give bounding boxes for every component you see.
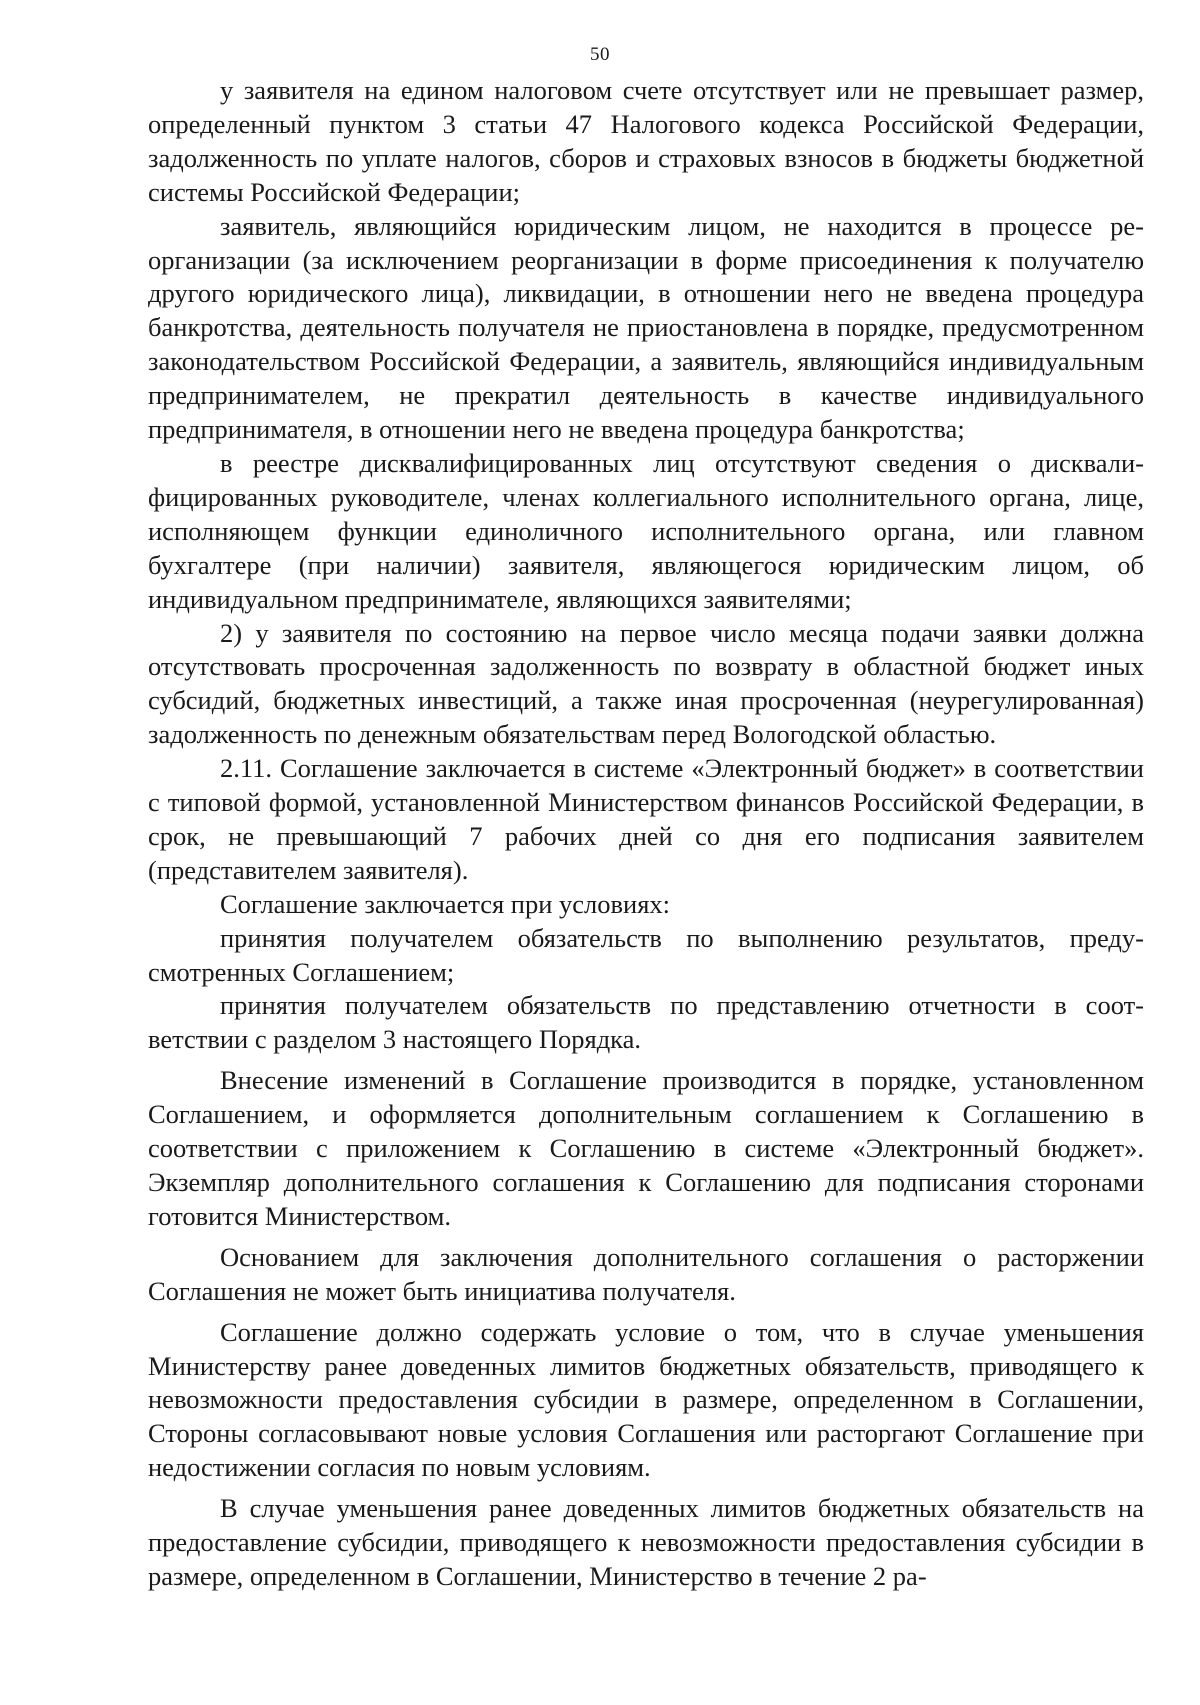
paragraph-agreement-conditions: Соглашение заключается при условиях:: [220, 888, 671, 919]
paragraph-disqualified-persons: в реестре дисквалифицированных лиц отсутствуют сведения о дисквалифицированных руководителе, членах коллегиального исполнительного органа, лице, исполняющем функции единоличного исполнительного органа, или главном бухгалтере (при наличии) заявителя, являющегося юридическим лицом, об индивидуальном предпринимателе, являющихся заявителями;: [148, 447, 1144, 614]
paragraph-termination-basis: Основанием для заключения дополнительного соглашения о расторжении Соглашения не может быть инициатива получателя.: [148, 1241, 1144, 1306]
paragraph-agreement-2-11: 2.11. Соглашение заключается в системе «Электронный бюджет» в соответствии с типовой формой, установленной Министерством финансов Российской Федерации, в срок, не превышающий 7 рабочих дней со дня его подписания заявителем (представителем заявителя).: [148, 753, 1144, 885]
paragraph-tax-debt: у заявителя на едином налоговом счете отсутствует или не превышает размер, определенный пунктом 3 статьи 47 Налогового кодекса Российской Федерации, задолженность по уплате налогов, сборов и страховых взносов в бюджеты бюджетной системы Российской Федерации;: [148, 75, 1144, 207]
paragraph-overdue-debt: 2) у заявителя по состоянию на первое число месяца подачи заявки должна отсутствовать просроченная задолженность по возврату в областной бюджет иных субсидий, бюджетных инвестиций, а также иная просроченная (неурегулированная) задолженность по денежным обязательствам перед Вологодской областью.: [148, 617, 1144, 750]
paragraph-limits-condition: Соглашение должно содержать условие о том, что в случае уменьшения Министерству ранее доведенных лимитов бюджетных обязательств, приводящего к невозможности предоставления субсидии в размере, определенном в Соглашении, Стороны согласовывают новые условия Соглашения или расторгают Соглашение при недостижении согласия по новым условиям.: [148, 1316, 1144, 1483]
document-body: [148, 74, 1144, 1594]
paragraph-limits-reduction: В случае уменьшения ранее доведенных лимитов бюджетных обязательств на предоставление субсидии, приводящего к невозможности предоставления субсидии в размере, определенном в Соглашении, Министерство в течение 2 ра-: [148, 1493, 1144, 1591]
paragraph-amendments: Внесение изменений в Соглашение производится в порядке, установленном Соглашением, и оформляется дополнительным соглашением к Соглашению в соответствии с приложением к Соглашению в системе «Электронный бюджет». Экземпляр дополнительного соглашения к Соглашению для подписания сторонами готовится Министерством.: [148, 1065, 1144, 1231]
page-number: 50: [590, 44, 610, 65]
paragraph-condition-reporting: принятия получателем обязательств по представлению отчетности в соответствии с разделом 3 настоящего Порядка.: [148, 990, 1144, 1055]
paragraph-condition-results: принятия получателем обязательств по выполнению результатов, предусмотренных Соглашением;: [148, 922, 1144, 987]
paragraph-reorganization: заявитель, являющийся юридическим лицом, не находится в процессе реорганизации (за исключением реорганизации в форме присоединения к получателю другого юридического лица), ликвидации, в отношении него не введена процедура банкротства, деятельность получателя не приостановлена в порядке, предусмотренном законодательством Российской Федерации, а заявитель, являющийся индивидуальным предпринимателем, не прекратил деятельность в качестве индивидуального предпринимателя, в отношении него не введена процедура банкротства;: [148, 210, 1144, 445]
